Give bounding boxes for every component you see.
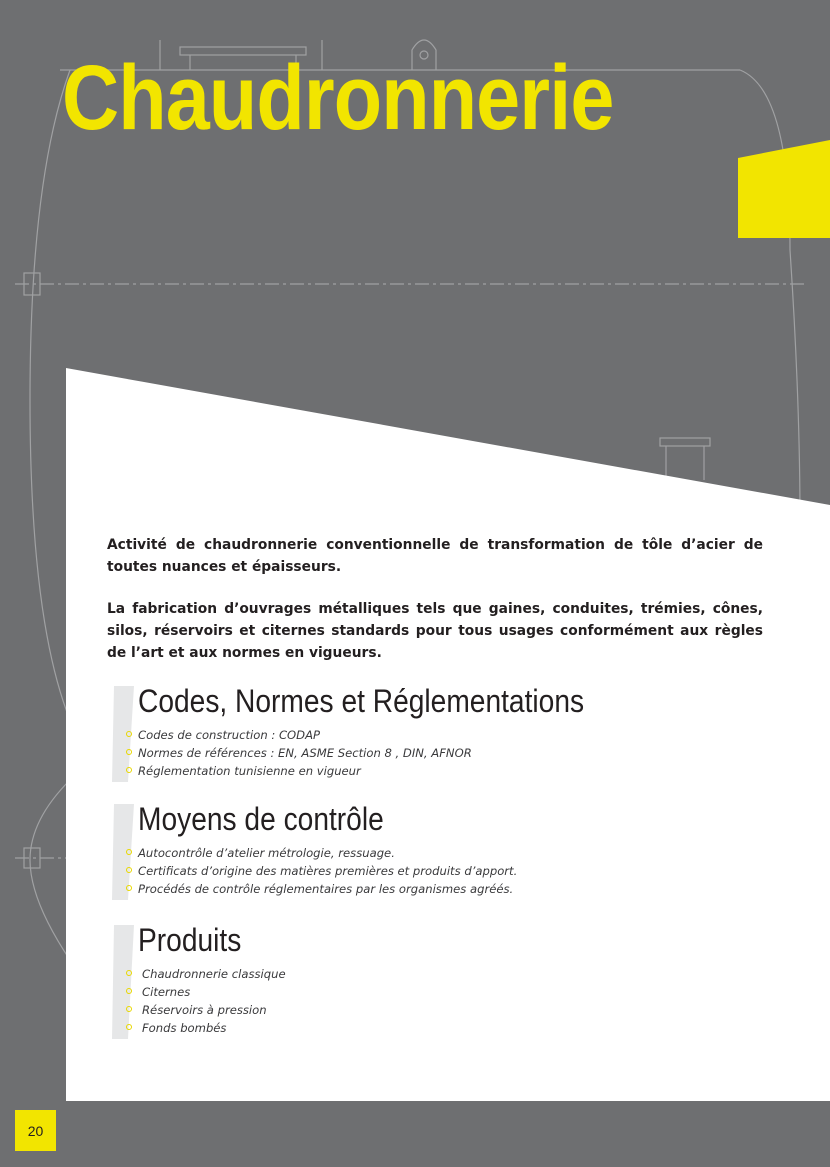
list-item: Citernes [126, 983, 732, 1001]
list-item: Codes de construction : CODAP [126, 726, 732, 744]
list-item: Procédés de contrôle réglementaires par les organismes agréés. [126, 880, 732, 898]
page-number-badge [15, 1110, 56, 1151]
list-item: Réglementation tunisienne en vigueur [126, 762, 732, 780]
section-title: Codes, Normes et Réglementations [138, 683, 585, 719]
list-item: Fonds bombés [126, 1019, 732, 1037]
list-item: Réservoirs à pression [126, 1001, 732, 1019]
section-produits [112, 923, 732, 1037]
yellow-accent-tab [738, 140, 830, 238]
section-moyens-controle [112, 802, 732, 898]
page-number: 20 [27, 1122, 44, 1139]
section-item-list [126, 965, 732, 1037]
bullet-ring-icon [126, 970, 132, 976]
section-item-list [126, 844, 732, 898]
bullet-ring-icon [126, 767, 132, 773]
bullet-ring-icon [126, 849, 132, 855]
bullet-ring-icon [126, 731, 132, 737]
list-item: Chaudronnerie classique [126, 965, 732, 983]
section-title: Moyens de contrôle [138, 801, 384, 837]
bullet-ring-icon [126, 749, 132, 755]
intro-paragraph: La fabrication d’ouvrages métalliques tels que gaines, conduites, trémies, cônes, silos, réservoirs et citernes standards pour tous usages conformément aux règles de l’art et aux normes en vigueurs. [107, 601, 763, 661]
section-item-list [126, 726, 732, 780]
list-item: Normes de références : EN, ASME Section 8 , DIN, AFNOR [126, 744, 732, 762]
bullet-ring-icon [126, 1024, 132, 1030]
intro-paragraph: Activité de chaudronnerie conventionnelle de transformation de tôle d’acier de toutes nuances et épaisseurs. [107, 537, 763, 575]
bullet-ring-icon [126, 867, 132, 873]
list-item: Certificats d’origine des matières premières et produits d’apport. [126, 862, 732, 880]
intro-block [107, 534, 763, 664]
section-codes-normes [112, 684, 732, 780]
section-title: Produits [138, 922, 242, 958]
bullet-ring-icon [126, 1006, 132, 1012]
list-item: Autocontrôle d’atelier métrologie, ressuage. [126, 844, 732, 862]
bullet-ring-icon [126, 885, 132, 891]
page-title: Chaudronnerie [62, 47, 614, 149]
bullet-ring-icon [126, 988, 132, 994]
